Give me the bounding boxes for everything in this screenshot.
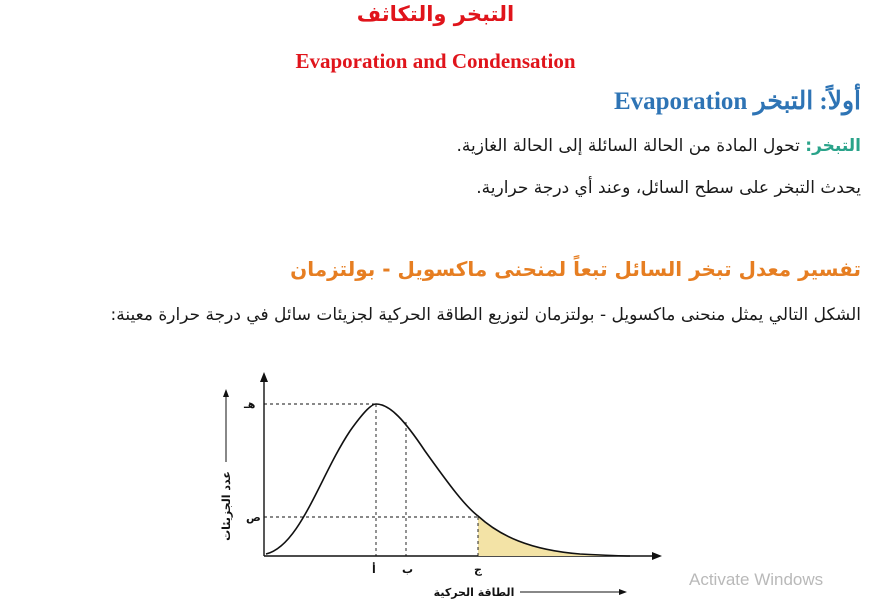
x-mark-b: ب bbox=[402, 563, 414, 576]
definition-term: التبخر: bbox=[805, 136, 861, 156]
page-title-english: Evaporation and Condensation bbox=[295, 49, 576, 73]
section-heading-english: Evaporation bbox=[613, 88, 748, 115]
activation-watermark: Activate Windows bbox=[689, 570, 824, 589]
section-heading-evaporation bbox=[614, 86, 861, 116]
y-mark-s: ص bbox=[246, 511, 261, 524]
y-label-arrowhead bbox=[223, 389, 229, 397]
section-heading-arabic: أولاً: التبخر bbox=[753, 88, 861, 115]
x-mark-a: أ bbox=[372, 563, 376, 576]
definition-line bbox=[457, 136, 861, 156]
distribution-curve bbox=[266, 404, 630, 556]
maxwell-boltzmann-figure bbox=[200, 366, 670, 602]
section-heading-maxwell-boltzmann: تفسير معدل تبخر السائل تبعاً لمنحنى ماكسويل - بولتزمان bbox=[290, 257, 861, 281]
x-label-arrowhead bbox=[619, 589, 627, 595]
figure-description-paragraph: الشكل التالي يمثل منحنى ماكسويل - بولتزمان لتوزيع الطاقة الحركية لجزيئات سائل في درجة حرارة معينة: bbox=[110, 305, 861, 325]
y-axis-label: عدد الجزيئات bbox=[220, 471, 233, 541]
page-title-arabic: التبخر والتكاثف bbox=[356, 2, 515, 26]
x-mark-c: ج bbox=[474, 563, 482, 576]
occurrence-line: يحدث التبخر على سطح السائل، وعند أي درجة حرارية. bbox=[476, 178, 861, 198]
y-mark-h: هـ bbox=[244, 398, 256, 411]
definition-text: تحول المادة من الحالة السائلة إلى الحالة الغازية. bbox=[456, 136, 806, 156]
x-axis-label: الطاقة الحركية bbox=[433, 586, 515, 599]
x-axis-arrowhead bbox=[652, 552, 662, 560]
y-axis-arrowhead bbox=[260, 372, 268, 382]
